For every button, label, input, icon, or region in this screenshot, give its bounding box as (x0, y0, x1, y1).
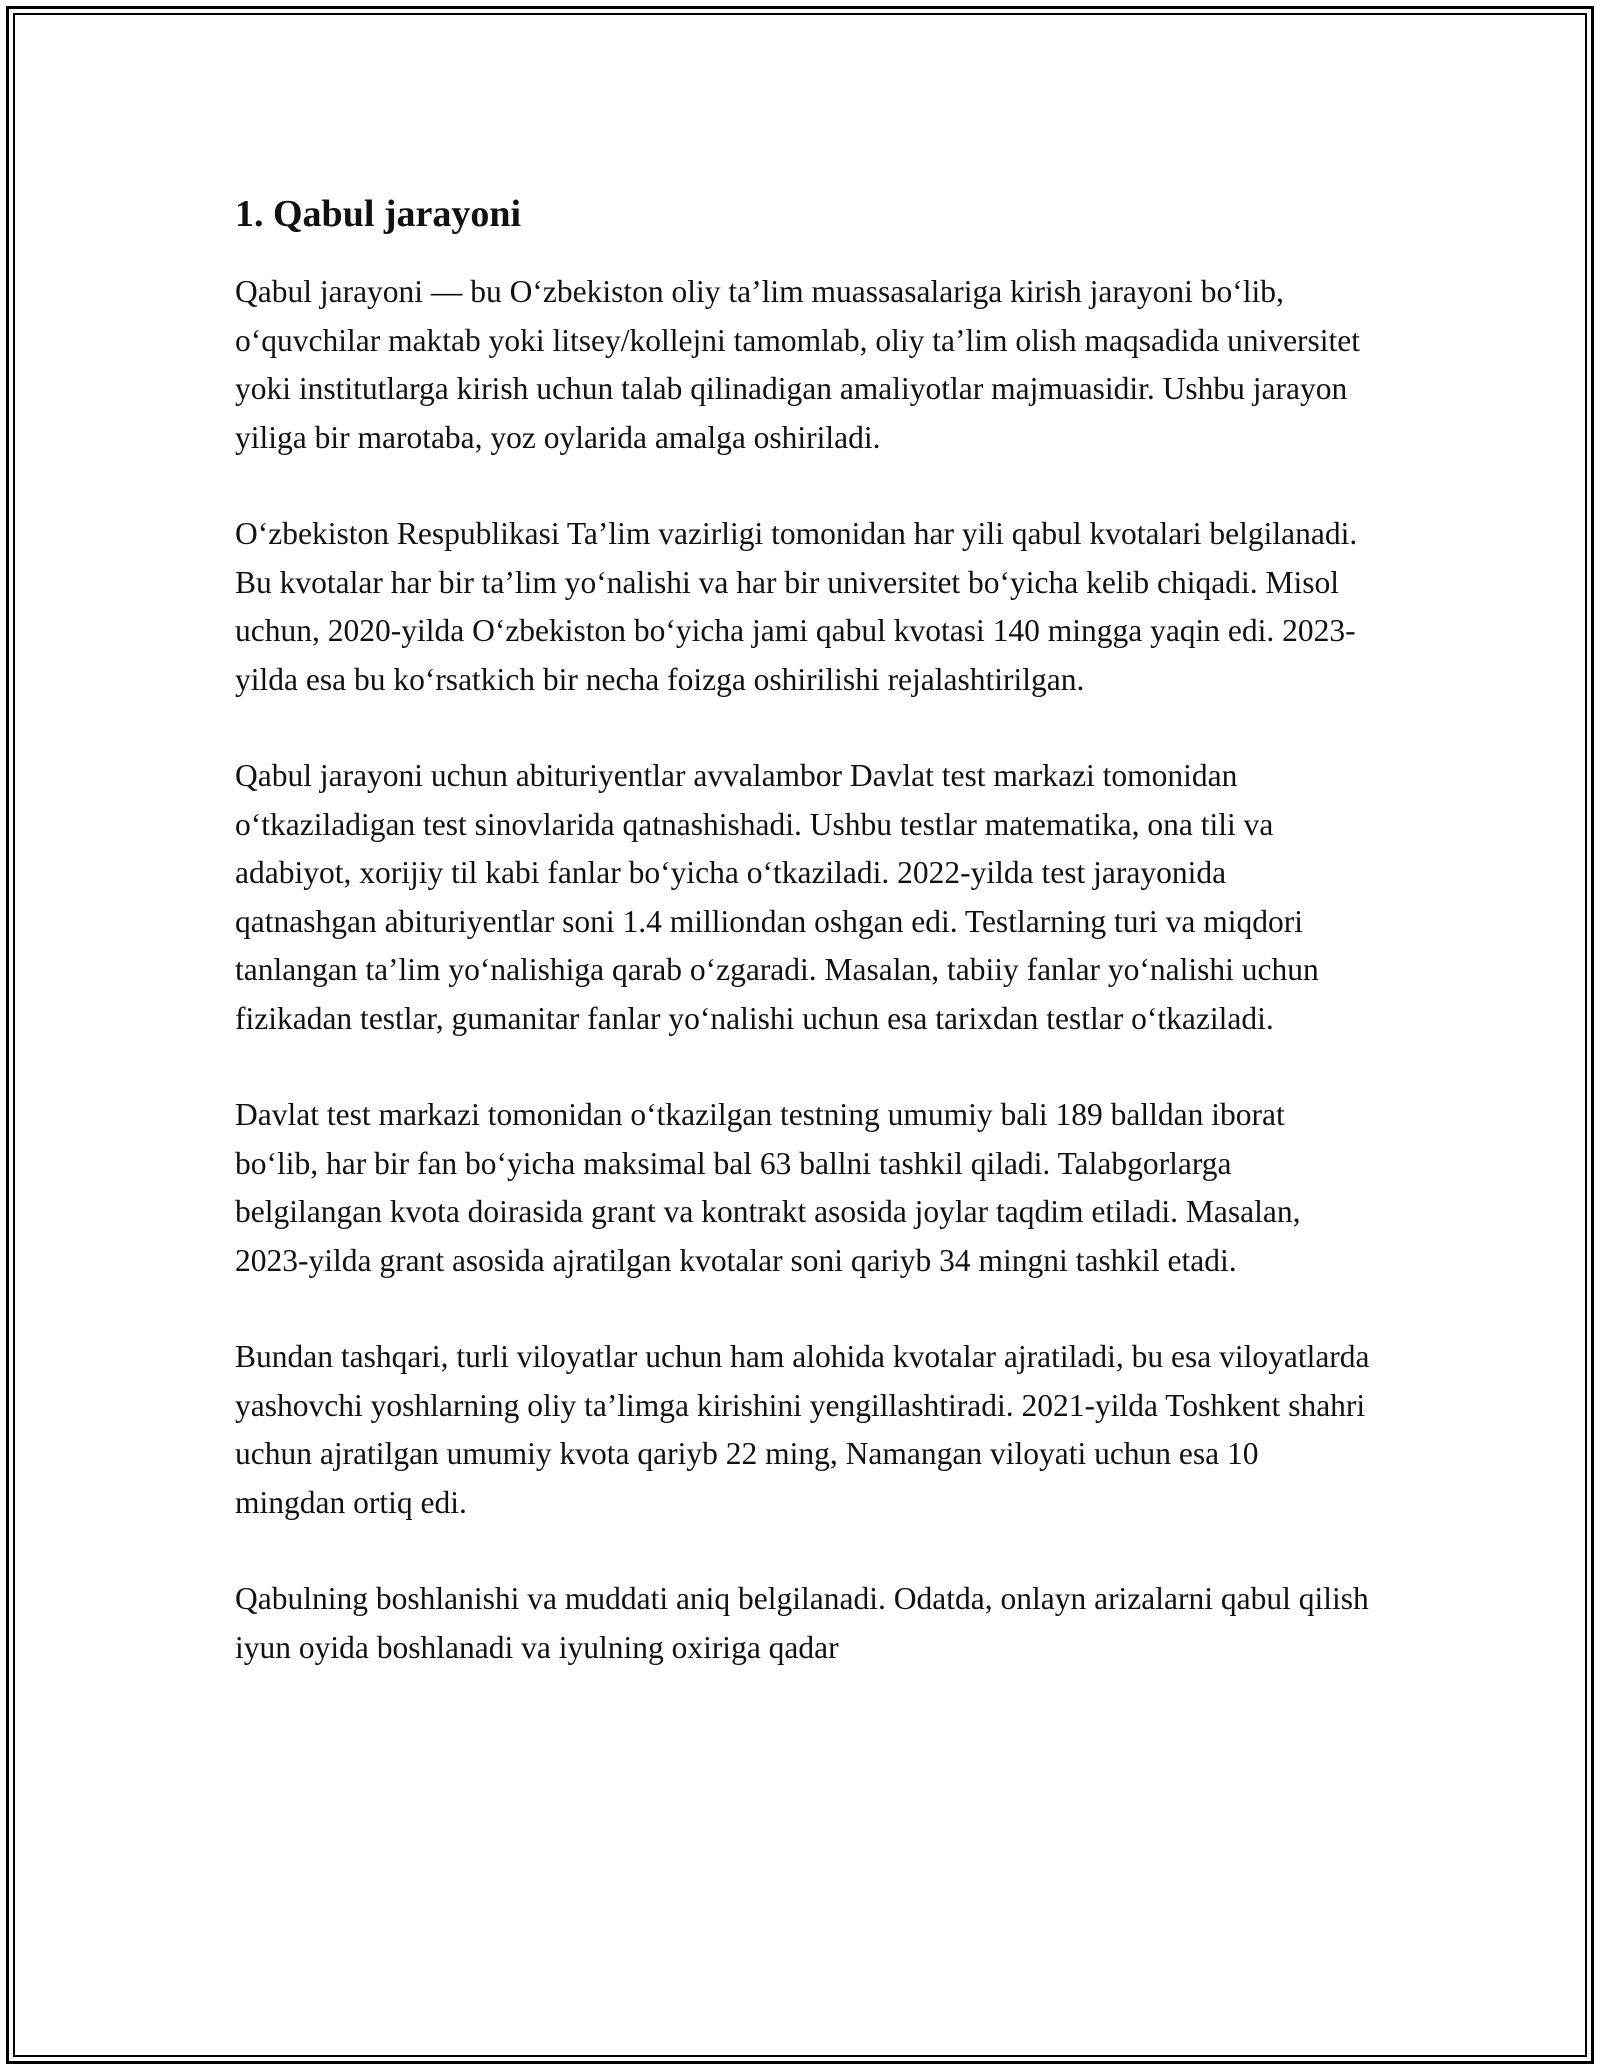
section-heading: 1. Qabul jarayoni (235, 193, 522, 235)
paragraph-3: Qabul jarayoni uchun abituriyentlar avvalambor Davlat test markazi tomonidan o‘tkaziladigan test sinovlarida qatnashishadi. Ushbu testlar matematika, ona tili va adabiyot, xorijiy til kabi fanlar bo‘yicha o‘tkaziladi. 2022-yilda test jarayonida qatnashgan abituriyentlar soni 1.4 milliondan oshgan edi. Testlarning turi va miqdori tanlangan ta’lim yo‘nalishiga qarab o‘zgaradi. Masalan, tabiiy fanlar yo‘nalishi uchun fizikadan testlar, gumanitar fanlar yo‘nalishi uchun esa tarixdan testlar o‘tkaziladi. (235, 758, 1319, 1036)
document-body (235, 186, 1375, 1720)
paragraph-4: Davlat test markazi tomonidan o‘tkazilgan testning umumiy bali 189 balldan iborat bo‘lib, har bir fan bo‘yicha maksimal bal 63 ballni tashkil qiladi. Talabgorlarga belgilangan kvota doirasida grant va kontrakt asosida joylar taqdim etiladi. Masalan, 2023-yilda grant asosida ajratilgan kvotalar soni qariyb 34 mingni tashkil etadi. (235, 1097, 1301, 1278)
paragraph-6: Qabulning boshlanishi va muddati aniq belgilanadi. Odatda, onlayn arizalarni qabul qilish iyun oyida boshlanadi va iyulning oxiriga qadar (235, 1581, 1369, 1665)
paragraph-1: Qabul jarayoni — bu O‘zbekiston oliy ta’lim muassasalariga kirish jarayoni bo‘lib, o‘quvchilar maktab yoki litsey/kollejni tamomlab, oliy ta’lim olish maqsadida universitet yoki institutlarga kirish uchun talab qilinadigan amaliyotlar majmuasidir. Ushbu jarayon yiliga bir marotaba, yoz oylarida amalga oshiriladi. (235, 274, 1361, 455)
paragraph-2: O‘zbekiston Respublikasi Ta’lim vazirligi tomonidan har yili qabul kvotalari belgilanadi. Bu kvotalar har bir ta’lim yo‘nalishi va har bir universitet bo‘yicha kelib chiqadi. Misol uchun, 2020-yilda O‘zbekiston bo‘yicha jami qabul kvotasi 140 mingga yaqin edi. 2023-yilda esa bu ko‘rsatkich bir necha foizga oshirilishi rejalashtirilgan. (235, 516, 1358, 697)
paragraph-5: Bundan tashqari, turli viloyatlar uchun ham alohida kvotalar ajratiladi, bu esa viloyatlarda yashovchi yoshlarning oliy ta’limga kirishini yengillashtiradi. 2021-yilda Toshkent shahri uchun ajratilgan umumiy kvota qariyb 22 ming, Namangan viloyati uchun esa 10 mingdan ortiq edi. (235, 1339, 1370, 1520)
